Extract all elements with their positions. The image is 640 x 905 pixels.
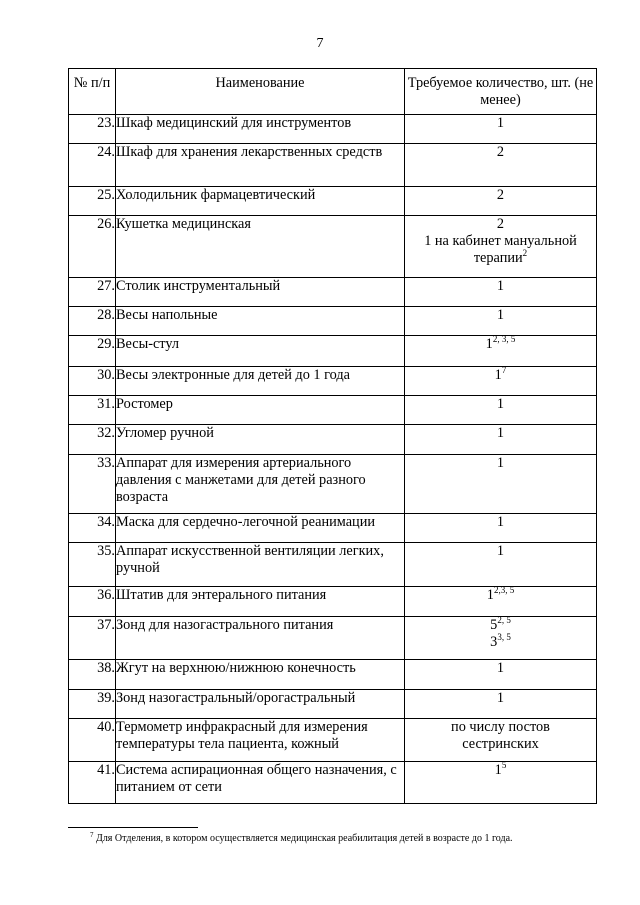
quantity-value: 2	[496, 144, 505, 160]
table-row	[69, 617, 597, 660]
quantity-line	[405, 278, 596, 295]
header-number: № п/п	[69, 69, 116, 115]
row-quantity	[405, 144, 597, 187]
row-quantity	[405, 396, 597, 425]
table-row	[69, 367, 597, 396]
row-number: 30.	[69, 367, 116, 396]
quantity-line	[405, 396, 596, 413]
row-number: 35.	[69, 543, 116, 587]
footnote-text: Для Отделения, в котором осуществляется медицинская реабилитация детей в возрасте до 1 года.	[93, 833, 513, 844]
row-quantity	[405, 425, 597, 455]
quantity-line	[405, 543, 596, 560]
row-name: Штатив для энтерального питания	[116, 587, 405, 617]
table-row	[69, 336, 597, 367]
quantity-value: 1	[496, 425, 505, 441]
quantity-line	[405, 144, 596, 161]
table-row	[69, 690, 597, 719]
row-name: Весы электронные для детей до 1 года	[116, 367, 405, 396]
row-number: 36.	[69, 587, 116, 617]
page-number: 7	[316, 36, 324, 51]
header-quantity: Требуемое количество, шт. (не менее)	[405, 69, 597, 115]
row-quantity	[405, 367, 597, 396]
table-row	[69, 396, 597, 425]
row-name: Шкаф для хранения лекарственных средств	[116, 144, 405, 187]
quantity-value: 1	[485, 336, 493, 352]
quantity-footnote-ref: 2, 3, 5	[492, 334, 516, 344]
quantity-value: 1	[496, 543, 505, 559]
quantity-footnote-ref: 3, 5	[497, 632, 511, 642]
quantity-line	[405, 250, 596, 267]
table-body	[69, 115, 597, 804]
table-row	[69, 455, 597, 514]
quantity-value: 1	[496, 307, 505, 323]
row-number: 27.	[69, 278, 116, 307]
row-number: 37.	[69, 617, 116, 660]
row-number: 32.	[69, 425, 116, 455]
row-quantity	[405, 543, 597, 587]
row-name: Угломер ручной	[116, 425, 405, 455]
table-row	[69, 660, 597, 690]
quantity-footnote-ref: 2,3, 5	[493, 585, 515, 595]
quantity-line	[405, 187, 596, 204]
quantity-footnote-ref: 2	[522, 248, 528, 258]
row-quantity	[405, 336, 597, 367]
quantity-value: 1	[496, 514, 505, 530]
row-number: 41.	[69, 762, 116, 804]
row-number: 23.	[69, 115, 116, 144]
quantity-value: 1 на кабинет мануальной	[424, 233, 577, 249]
quantity-value: 1	[496, 115, 505, 131]
quantity-line	[405, 660, 596, 677]
quantity-value: 1	[496, 690, 505, 706]
table-row	[69, 543, 597, 587]
quantity-line	[405, 425, 596, 442]
quantity-value: 1	[496, 396, 505, 412]
quantity-value: 1	[486, 587, 494, 603]
row-name: Зонд назогастральный/орогастральный	[116, 690, 405, 719]
table-row	[69, 115, 597, 144]
footnote-marker: 7	[90, 831, 94, 839]
quantity-value: 2	[496, 216, 505, 232]
equipment-table	[68, 68, 597, 804]
quantity-line	[405, 514, 596, 531]
quantity-line	[405, 367, 596, 384]
row-number: 24.	[69, 144, 116, 187]
row-quantity	[405, 617, 597, 660]
table-row	[69, 216, 597, 278]
row-number: 26.	[69, 216, 116, 278]
row-number: 38.	[69, 660, 116, 690]
header-name: Наименование	[116, 69, 405, 115]
row-name: Шкаф медицинский для инструментов	[116, 115, 405, 144]
row-quantity	[405, 187, 597, 216]
quantity-value: 2	[496, 187, 505, 203]
table-row	[69, 144, 597, 187]
row-quantity	[405, 660, 597, 690]
quantity-footnote-ref: 2, 5	[497, 615, 511, 625]
quantity-value: 1	[496, 660, 505, 676]
quantity-value: 5	[490, 617, 498, 633]
row-name: Жгут на верхнюю/нижнюю конечность	[116, 660, 405, 690]
quantity-footnote-ref: 7	[501, 365, 507, 375]
row-name: Ростомер	[116, 396, 405, 425]
table-row	[69, 587, 597, 617]
table-row	[69, 307, 597, 336]
table-row	[69, 719, 597, 762]
table-row	[69, 187, 597, 216]
quantity-line	[405, 336, 596, 353]
row-name: Термометр инфракрасный для измерения температуры тела пациента, кожный	[116, 719, 405, 762]
quantity-footnote-ref: 5	[501, 760, 507, 770]
row-quantity	[405, 455, 597, 514]
quantity-line	[405, 233, 596, 250]
quantity-line	[405, 690, 596, 707]
quantity-line	[405, 587, 596, 604]
row-quantity	[405, 514, 597, 543]
row-quantity	[405, 719, 597, 762]
table-row	[69, 514, 597, 543]
quantity-value: терапии	[473, 250, 523, 266]
quantity-line	[405, 216, 596, 233]
quantity-line	[405, 307, 596, 324]
row-name: Маска для сердечно-легочной реанимации	[116, 514, 405, 543]
quantity-value: по числу постов	[451, 719, 550, 735]
quantity-value: 1	[496, 278, 505, 294]
table-row	[69, 762, 597, 804]
row-name: Весы-стул	[116, 336, 405, 367]
row-name: Аппарат искусственной вентиляции легких, ручной	[116, 543, 405, 587]
quantity-value: 1	[494, 367, 502, 383]
quantity-value: 1	[496, 455, 505, 471]
row-quantity	[405, 278, 597, 307]
row-quantity	[405, 762, 597, 804]
table-row	[69, 278, 597, 307]
quantity-line	[405, 762, 596, 779]
row-number: 25.	[69, 187, 116, 216]
row-name: Кушетка медицинская	[116, 216, 405, 278]
quantity-line	[405, 455, 596, 472]
quantity-line	[405, 719, 596, 736]
footnote-divider	[68, 827, 198, 828]
quantity-value: 3	[490, 634, 498, 650]
row-name: Столик инструментальный	[116, 278, 405, 307]
row-number: 39.	[69, 690, 116, 719]
row-name: Система аспирационная общего назначения, с питанием от сети	[116, 762, 405, 804]
row-quantity	[405, 307, 597, 336]
row-number: 31.	[69, 396, 116, 425]
row-name: Весы напольные	[116, 307, 405, 336]
row-quantity	[405, 216, 597, 278]
quantity-line	[405, 115, 596, 132]
quantity-value: сестринских	[462, 736, 539, 752]
row-name: Аппарат для измерения артериального давления с манжетами для детей разного возраста	[116, 455, 405, 514]
row-number: 33.	[69, 455, 116, 514]
row-quantity	[405, 690, 597, 719]
row-number: 29.	[69, 336, 116, 367]
footnote	[90, 832, 600, 845]
row-name: Зонд для назогастрального питания	[116, 617, 405, 660]
row-quantity	[405, 115, 597, 144]
row-number: 28.	[69, 307, 116, 336]
row-name: Холодильник фармацевтический	[116, 187, 405, 216]
row-number: 34.	[69, 514, 116, 543]
row-quantity	[405, 587, 597, 617]
quantity-line	[405, 634, 596, 651]
table-header-row	[69, 69, 597, 115]
row-number: 40.	[69, 719, 116, 762]
quantity-value: 1	[494, 762, 502, 778]
table-row	[69, 425, 597, 455]
quantity-line	[405, 736, 596, 753]
